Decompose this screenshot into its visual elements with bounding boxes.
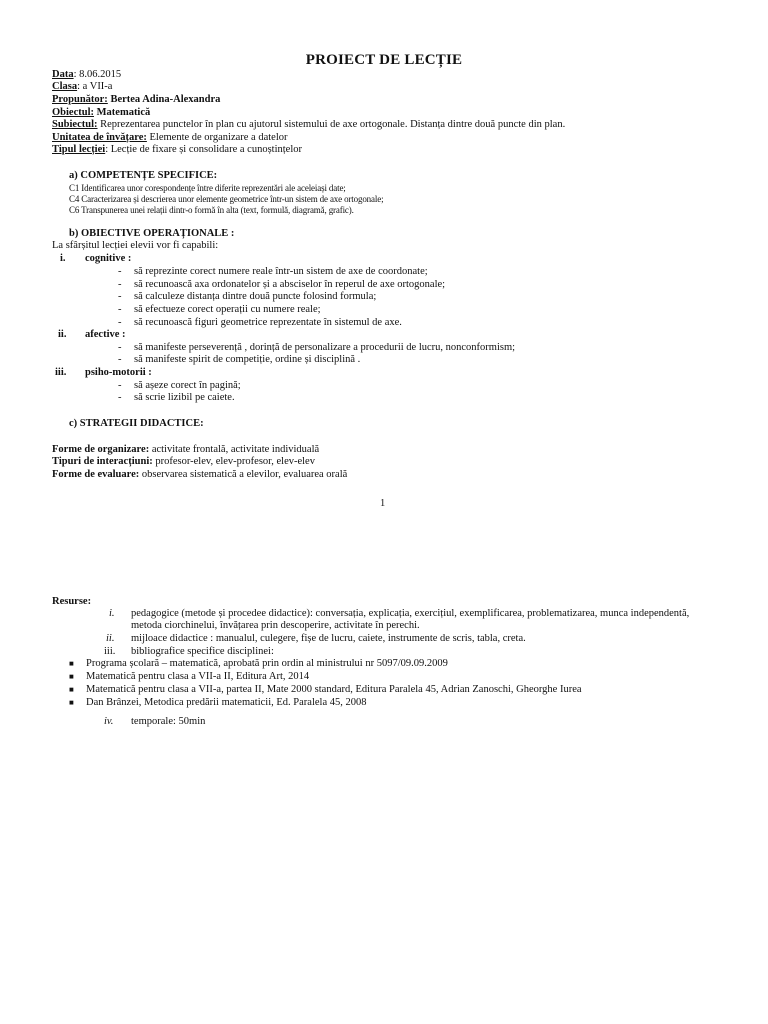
strategy-label: Tipuri de interacțiuni: [52,456,153,467]
meta-subject-area [52,107,150,119]
resource-line: pedagogice (metode și procedee didactice): conversația, explicația, exercițiul, exemplificarea, problematizarea, munca independentă, [131,608,690,619]
strategy-label: Forme de organizare: [52,444,150,455]
meta-label: Clasa [52,81,78,92]
objective-item: să calculeze distanța dintre două puncte folosind formula; [134,291,377,302]
obiective-heading: b) OBIECTIVE OPERAȚIONALE : [69,228,235,239]
bullet-icon: ■ [69,685,74,694]
dash-bullet: - [118,317,122,328]
meta-value: : Lecție de fixare și consolidare a cunoștințelor [105,144,302,155]
objective-item: să reprezinte corect numere reale într-un sistem de axe de coordonate; [134,266,428,277]
strategy-row [52,469,347,481]
page-number: 1 [380,498,386,509]
strategy-value: profesor-elev, elev-profesor, elev-elev [152,456,315,467]
group-label: cognitive : [85,253,132,264]
resource-line: temporale: 50min [131,716,206,727]
competenta-item: C4 Caracterizarea și descrierea unor elemente geometrice într-un sistem de axe ortogonale; [69,194,384,204]
group-label: afective : [85,329,126,340]
strategy-value: observarea sistematică a elevilor, evaluarea orală [139,469,348,480]
strategy-label: Forme de evaluare: [52,469,140,480]
bullet-icon: ■ [69,672,74,681]
meta-label: Propunător: [52,94,108,105]
meta-author [52,94,220,106]
resource-number: ii. [106,633,115,644]
strategy-row [52,444,319,456]
resurse-label: Resurse: [52,596,92,607]
meta-value: : a VII-a [77,81,113,92]
resource-line: mijloace didactice : manualul, culegere, fișe de lucru, caiete, instrumente de scris, tabla, creta. [131,633,526,644]
dash-bullet: - [118,380,122,391]
bibliography-item: Programa școlară – matematică, aprobată prin ordin al ministrului nr 5097/09.09.2009 [86,658,448,669]
meta-label: Unitatea de învățare: [52,132,147,143]
bullet-icon: ■ [69,698,74,707]
competenta-item: C1 Identificarea unor corespondențe între diferite reprezentări ale aceleiași date; [69,183,346,193]
dash-bullet: - [118,304,122,315]
bibliography-item: Matematică pentru clasa a VII-a, partea II, Mate 2000 standard, Editura Paralela 45, Adrian Zanoschi, Gheorghe Iurea [86,684,582,695]
objective-item: să recunoască figuri geometrice reprezentate în sistemul de axe. [134,317,402,328]
meta-unit [52,132,287,144]
dash-bullet: - [118,279,122,290]
strategy-row [52,456,315,468]
meta-value: Bertea Adina-Alexandra [107,94,221,105]
objective-item: să manifeste perseverență , dorință de personalizare a procedurii de lucru, nonconformism; [134,342,516,353]
dash-bullet: - [118,354,122,365]
obiective-intro: La sfârșitul lecției elevii vor fi capabili: [52,240,219,251]
objective-item: să manifeste spirit de competiție, ordine și disciplină . [134,354,361,365]
group-number: ii. [58,329,67,340]
resource-number: iv. [104,716,114,727]
group-number: iii. [55,367,67,378]
group-number: i. [60,253,66,264]
dash-bullet: - [118,392,122,403]
strategii-heading: c) STRATEGII DIDACTICE: [69,418,204,429]
objective-item: să efectueze corect operații cu numere reale; [134,304,321,315]
meta-value: Elemente de organizare a datelor [146,132,288,143]
dash-bullet: - [118,342,122,353]
competenta-item: C6 Transpunerea unei relații dintr-o formă în alta (text, formulă, diagramă, grafic). [69,205,354,215]
dash-bullet: - [118,266,122,277]
objective-item: să scrie lizibil pe caiete. [134,392,235,403]
meta-date [52,69,121,81]
meta-label: Data [52,69,74,80]
objective-item: să recunoască axa ordonatelor și a absciselor în reperul de axe ortogonale; [134,279,446,290]
objective-item: să așeze corect în pagină; [134,380,241,391]
bibliography-item: Dan Brânzei, Metodica predării matematicii, Ed. Paralela 45, 2008 [86,697,367,708]
meta-label: Tipul lecției [52,144,106,155]
resource-number: iii. [104,646,116,657]
meta-label: Obiectul: [52,107,94,118]
meta-topic [52,119,565,131]
competente-heading: a) COMPETENȚE SPECIFICE: [69,170,218,181]
dash-bullet: - [118,291,122,302]
resource-number: i. [109,608,115,619]
meta-label: Subiectul: [52,119,98,130]
meta-value: Matematică [94,107,151,118]
meta-value: : 8.06.2015 [73,69,122,80]
strategy-value: activitate frontală, activitate individuală [149,444,320,455]
resource-line: bibliografice specifice disciplinei: [131,646,274,657]
meta-lesson-type [52,144,302,156]
resource-line: metoda ciorchinelui, învățarea prin descoperire, activitate în perechi. [131,620,420,631]
meta-class [52,81,112,93]
group-label: psiho-motorii : [85,367,152,378]
bullet-icon: ■ [69,659,74,668]
bibliography-item: Matematică pentru clasa a VII-a II, Editura Art, 2014 [86,671,310,682]
meta-value: Reprezentarea punctelor în plan cu ajutorul sistemului de axe ortogonale. Distanța dintre două puncte din plan. [97,119,566,130]
page-title: PROIECT DE LECȚIE [305,52,463,68]
